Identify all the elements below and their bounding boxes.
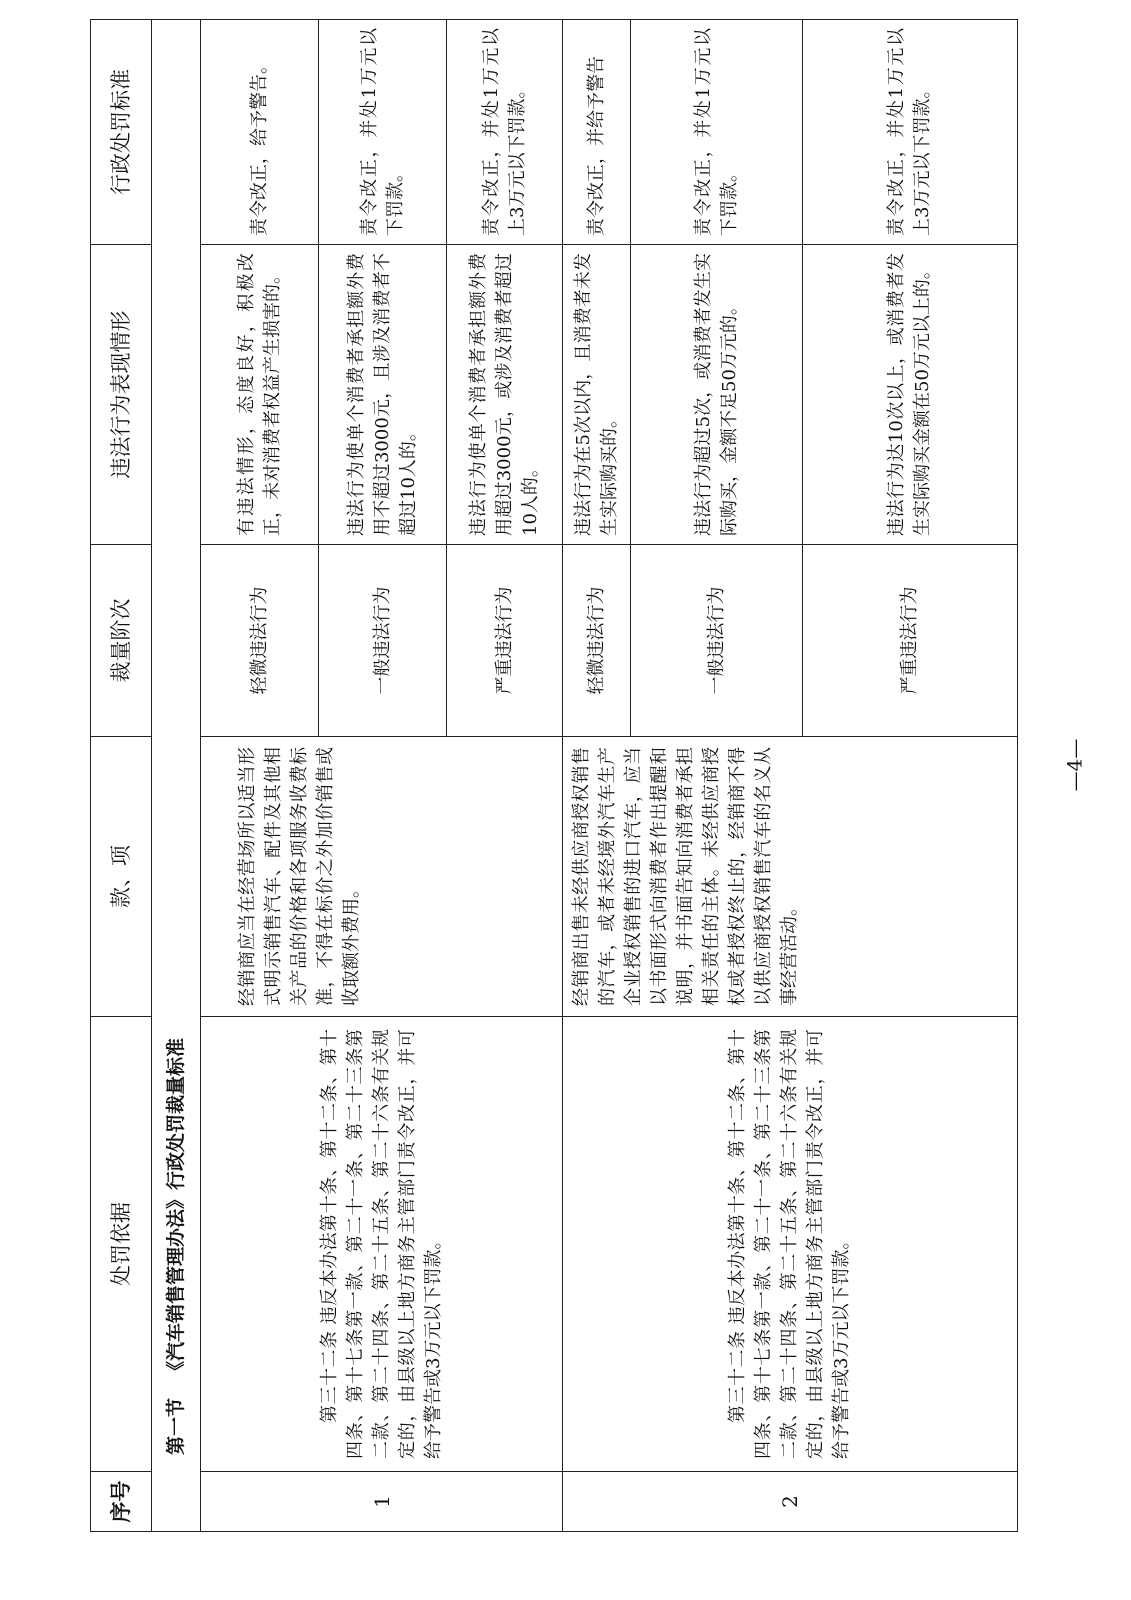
header-level: 裁量阶次 (91, 545, 152, 737)
circumstance-cell: 违法行为达10次以上，或消费者发生实际购买金额在50万元以上的。 (803, 245, 1018, 545)
level-cell: 严重违法行为 (447, 545, 563, 737)
penalty-basis: 第三十二条 违反本办法第十条、第十二条、第十四条、第十七条第一款、第二十一条、第二十三条第二款、第二十四条、第二十五条、第二十六条有关规定的，由县级以上地方商务主管部门责令改正，并可给予警告或3万元以下罚款。 (563, 1017, 1018, 1472)
table-row (563, 20, 631, 1532)
circumstance-cell: 违法行为使单个消费者承担额外费用超过3000元，或涉及消费者超过10人的。 (447, 245, 563, 545)
standard-cell: 责令改正，给予警告。 (201, 20, 319, 245)
section-heading (152, 20, 201, 1532)
standard-cell: 责令改正，并处1万元以下罚款。 (319, 20, 447, 245)
standard-cell: 责令改正，并处1万元以上3万元以下罚款。 (803, 20, 1018, 245)
circumstance-cell: 有违法情形，态度良好，积极改正，未对消费者权益产生损害的。 (201, 245, 319, 545)
level-cell: 轻微违法行为 (563, 545, 631, 737)
page-number: —4— (1062, 738, 1087, 792)
standard-cell: 责令改正，并处1万元以下罚款。 (631, 20, 803, 245)
circumstance-cell: 违法行为在5次以内，且消费者未发生实际购买的。 (563, 245, 631, 545)
table-row (201, 20, 319, 1532)
header-circumstance: 违法行为表现情形 (91, 245, 152, 545)
standard-cell: 责令改正，并处1万元以上3万元以下罚款。 (447, 20, 563, 245)
penalty-standard-table (90, 19, 1018, 1532)
header-row (91, 20, 152, 1532)
row-number: 2 (563, 1472, 1018, 1532)
section-row (152, 20, 201, 1532)
header-clause: 款、项 (91, 737, 152, 1017)
circumstance-cell: 违法行为超过5次，或消费者发生实际购买，金额不足50万元的。 (631, 245, 803, 545)
circumstance-cell: 违法行为使单个消费者承担额外费用不超过3000元，且涉及消费者不超过10人的。 (319, 245, 447, 545)
level-cell: 严重违法行为 (803, 545, 1018, 737)
section-label: 第一节 (165, 1397, 187, 1455)
rotated-page (90, 20, 1018, 1532)
header-index: 序号 (91, 1472, 152, 1532)
standard-cell: 责令改正，并给予警告 (563, 20, 631, 245)
level-cell: 一般违法行为 (319, 545, 447, 737)
penalty-basis: 第三十二条 违反本办法第十条、第十二条、第十四条、第十七条第一款、第二十一条、第二十三条第二款、第二十四条、第二十五条、第二十六条有关规定的，由县级以上地方商务主管部门责令改正，并可给予警告或3万元以下罚款。 (201, 1017, 563, 1472)
header-basis: 处罚依据 (91, 1017, 152, 1472)
clause-text: 经销商应当在经营场所以适当形式明示销售汽车、配件及其他相关产品的价格和各项服务收费标准，不得在标价之外加价销售或收取额外费用。 (201, 737, 563, 1017)
header-standard: 行政处罚标准 (91, 20, 152, 245)
section-title: 《汽车销售管理办法》行政处罚裁量标准 (165, 1037, 187, 1380)
level-cell: 一般违法行为 (631, 545, 803, 737)
level-cell: 轻微违法行为 (201, 545, 319, 737)
clause-text: 经销商出售未经供应商授权销售的汽车，或者未经境外汽车生产企业授权销售的进口汽车，应当以书面形式向消费者作出提醒和说明，并书面告知向消费者承担相关责任的主体。未经供应商授权或者授权终止的，经销商不得以供应商授权销售汽车的名义从事经营活动。 (563, 737, 1018, 1017)
row-number: 1 (201, 1472, 563, 1532)
